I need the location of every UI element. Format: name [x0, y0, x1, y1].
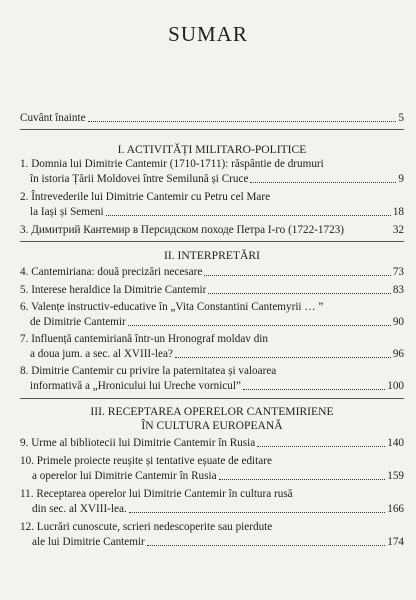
toc-entry [20, 224, 404, 237]
leader-dots [219, 478, 386, 480]
toc-entry [20, 191, 404, 204]
toc-entry-text: 10. Primele proiecte reușite și tentative eșuate de editare [20, 455, 272, 467]
toc-entry-text: 11. Receptarea operelor lui Dimitrie Cantemir în cultura rusă [20, 488, 293, 500]
toc-entry-page: 83 [392, 284, 404, 296]
toc-entry-text: 8. Dimitrie Cantemir cu privire la paternitatea și valoarea [20, 365, 277, 377]
toc-entry [20, 301, 404, 314]
toc-entry-text: 12. Lucrări cunoscute, scrieri nedescoperite sau pierdute [20, 521, 273, 533]
toc-entry-intro [20, 112, 404, 125]
section-heading-line2: ÎN CULTURA EUROPEANĂ [141, 419, 283, 432]
toc-entry-text: a operelor lui Dimitrie Cantemir în Rusia [32, 470, 217, 482]
toc-entry [20, 521, 404, 534]
toc-entry [20, 266, 404, 279]
toc-entry-text: în istoria Țării Moldovei între Semilună și Cruce [30, 173, 249, 185]
toc-entry [20, 333, 404, 346]
leader-dots [208, 292, 390, 294]
toc-entry-page: 5 [398, 112, 404, 124]
toc-entry-text: la Iași și Semeni [30, 206, 104, 218]
leader-dots [250, 181, 396, 183]
toc-entry-text: 4. Cantemiriana: două precizări necesare [20, 266, 203, 278]
toc-entry-page: 166 [387, 503, 404, 515]
leader-dots [204, 274, 390, 276]
section-divider [20, 398, 404, 399]
section-divider [20, 241, 404, 242]
leader-dots [147, 544, 385, 546]
toc-entry-text: 5. Interese heraldice la Dimitrie Cantemir [20, 284, 207, 296]
toc-entry-text: 6. Valențe instructiv-educative în „Vita Constantini Cantemyrii … ” [20, 301, 324, 313]
toc-entry-cont [20, 503, 404, 516]
section-divider [20, 129, 404, 130]
toc-entry-page: 73 [392, 266, 404, 278]
toc-entry-text: informativă a „Hronicului lui Ureche vornicul” [30, 380, 241, 392]
leader-dots [243, 388, 385, 390]
toc-entry-cont [20, 173, 404, 186]
toc-entry-text: 2. Întrevederile lui Dimitrie Cantemir cu Petru cel Mare [20, 191, 271, 203]
toc-entry-page: 18 [392, 206, 404, 218]
toc-entry-text: 3. Димитрий Кантемир в Персидском походе Петра I-го (1722-1723) [20, 224, 344, 236]
toc-entry-page: 96 [392, 348, 404, 360]
toc-entry-cont [20, 380, 404, 393]
toc-entry-cont [20, 316, 404, 329]
leader-dots [129, 511, 385, 513]
leader-dots [88, 120, 397, 122]
toc-entry-text: 9. Urme al bibliotecii lui Dimitrie Cantemir în Rusia [20, 437, 256, 449]
toc-entry-page: 100 [387, 380, 404, 392]
leader-dots [346, 233, 391, 234]
toc-entry-text: ale lui Dimitrie Cantemir [32, 536, 145, 548]
toc-entry [20, 284, 404, 297]
toc-entry-page: 140 [387, 437, 404, 449]
toc-entry-cont [20, 348, 404, 361]
toc-entry-page: 9 [398, 173, 404, 185]
page-title: SUMAR [168, 22, 248, 46]
toc-entry [20, 437, 404, 450]
leader-dots [175, 356, 391, 358]
toc-entry-text: de Dimitrie Cantemir [30, 316, 126, 328]
toc-entry-text: din sec. al XVIII-lea. [32, 503, 127, 515]
toc-entry [20, 455, 404, 468]
toc-entry-cont [20, 206, 404, 219]
toc-entry-text: a doua jum. a sec. al XVIII-lea? [30, 348, 173, 360]
toc-entry-page: 159 [387, 470, 404, 482]
toc-entry [20, 365, 404, 378]
toc-entry-cont [20, 536, 404, 549]
toc-entry-cont [20, 470, 404, 483]
section-heading: I. ACTIVITĂȚI MILITARO-POLITICE [117, 143, 307, 156]
section-heading: II. INTERPRETĂRI [164, 249, 260, 262]
leader-dots [128, 324, 391, 326]
toc-entry-page: 90 [392, 316, 404, 328]
toc-entry [20, 488, 404, 501]
toc-entry-page: 32 [392, 224, 404, 236]
leader-dots [106, 214, 391, 216]
section-heading: III. RECEPTAREA OPERELOR CANTEMIRIENE [90, 405, 334, 418]
toc-entry-text: 7. Influență cantemiriană într-un Hronograf moldav din [20, 333, 268, 345]
toc-entry-page: 174 [387, 536, 404, 548]
leader-dots [257, 445, 385, 447]
toc-entry-text: 1. Domnia lui Dimitrie Cantemir (1710-1711): răspântie de drumuri [20, 158, 324, 170]
toc-entry [20, 158, 404, 171]
toc-entry-text: Cuvânt înainte [20, 112, 86, 124]
